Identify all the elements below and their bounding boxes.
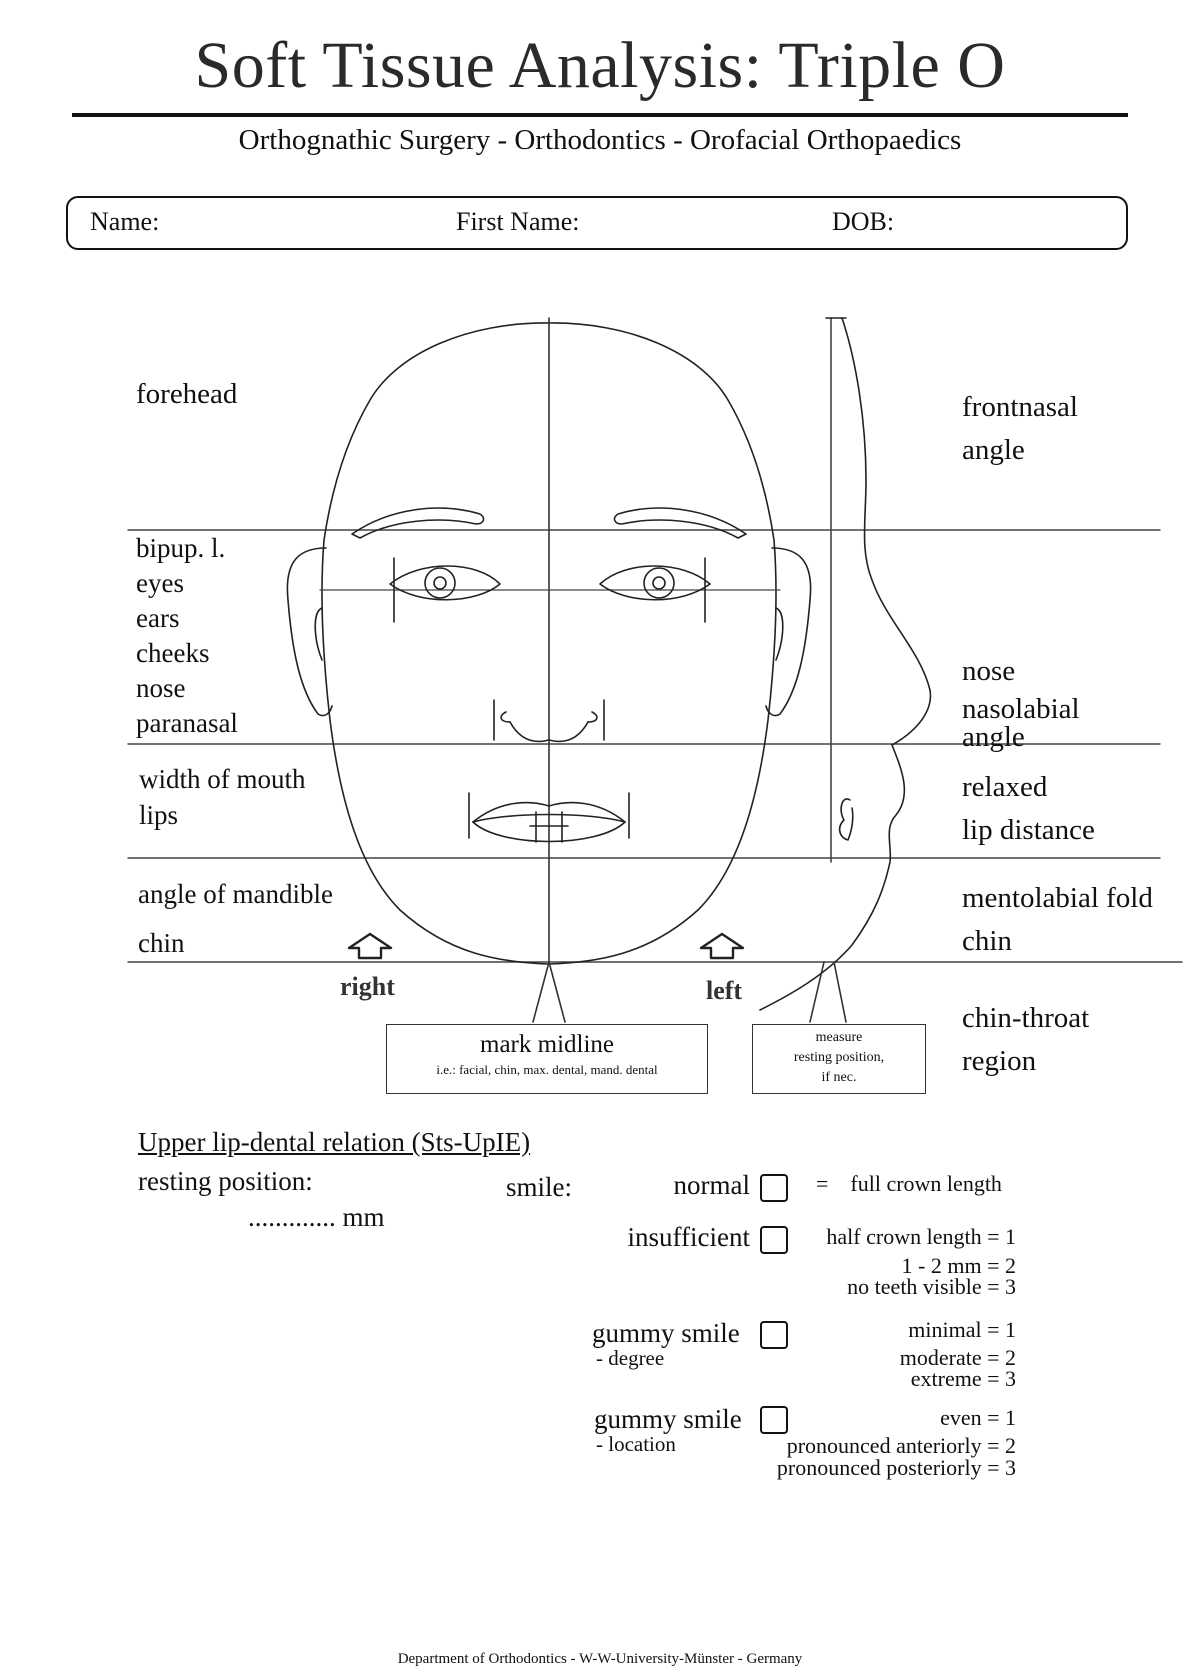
- page-title: Soft Tissue Analysis: Triple O: [194, 29, 1006, 102]
- measure-line-2: resting position,: [793, 1050, 885, 1065]
- gummy-location-score-1: even = 1: [940, 1405, 1016, 1430]
- measure-box: [752, 1024, 926, 1094]
- label-frontnasal-angle: angle: [962, 434, 1025, 466]
- measure-line-3: if nec.: [821, 1070, 857, 1085]
- page-subtitle: Orthognathic Surgery - Orthodontics - Orofacial Orthopaedics: [238, 124, 962, 156]
- dob-label[interactable]: DOB:: [832, 207, 895, 236]
- option-gummy-degree-sub: - degree: [596, 1346, 665, 1370]
- label-lips: lips: [139, 800, 179, 830]
- profile-outline: [760, 318, 930, 1010]
- label-ears: ears: [136, 603, 180, 633]
- label-chin-throat-region: region: [962, 1045, 1037, 1077]
- label-frontnasal: frontnasal: [962, 391, 1078, 423]
- label-relaxed: relaxed: [962, 771, 1048, 803]
- checkbox-gummy-degree[interactable]: [760, 1321, 788, 1349]
- normal-score: = full crown length: [816, 1171, 1002, 1196]
- label-nose: nose: [136, 673, 186, 703]
- gummy-degree-score-1: minimal = 1: [908, 1317, 1016, 1342]
- right-eyebrow: [352, 508, 483, 538]
- first-name-label[interactable]: First Name:: [456, 207, 580, 236]
- left-eye: [600, 566, 710, 600]
- label-mentolabial-fold: mentolabial fold: [962, 882, 1153, 914]
- resting-position-label: resting position:: [138, 1166, 313, 1196]
- name-label[interactable]: Name:: [90, 207, 160, 236]
- option-normal-label: normal: [673, 1170, 750, 1200]
- mark-midline-title: mark midline: [480, 1031, 614, 1058]
- gummy-location-score-2: pronounced anteriorly = 2: [786, 1433, 1016, 1458]
- resting-position-value[interactable]: ............. mm: [248, 1202, 385, 1232]
- mark-midline-note: i.e.: facial, chin, max. dental, mand. dental: [436, 1062, 658, 1077]
- label-chin: chin: [138, 928, 185, 958]
- label-bipup: bipup. l.: [136, 533, 226, 563]
- label-cheeks: cheeks: [136, 638, 210, 668]
- left-eyebrow: [615, 508, 746, 538]
- arrow-label-right: right: [340, 972, 395, 1001]
- option-insufficient-label: insufficient: [627, 1222, 750, 1252]
- mark-midline-box: [386, 1024, 708, 1094]
- measure-line-1: measure: [815, 1030, 863, 1045]
- left-ear: [766, 548, 811, 716]
- label-lip-distance: lip distance: [962, 814, 1095, 846]
- label-paranasal: paranasal: [136, 708, 238, 738]
- option-gummy-location-sub: - location: [596, 1432, 676, 1456]
- label-chin-throat: chin-throat: [962, 1002, 1090, 1034]
- right-ear: [287, 548, 332, 716]
- gummy-degree-score-2: moderate = 2: [899, 1345, 1016, 1370]
- option-gummy-degree-label: gummy smile: [592, 1318, 740, 1348]
- page-footer: Department of Orthodontics - W-W-University-Münster - Germany: [397, 1651, 803, 1667]
- label-profile-chin: chin: [962, 925, 1012, 957]
- label-nasolabial: nasolabial: [962, 693, 1080, 725]
- profile-ear: [840, 799, 853, 840]
- right-eye: [390, 566, 500, 600]
- insufficient-score-3: no teeth visible = 3: [847, 1274, 1016, 1299]
- smile-label: smile:: [506, 1172, 572, 1202]
- arrow-label-left: left: [706, 976, 743, 1005]
- label-eyes: eyes: [136, 568, 184, 598]
- gummy-degree-score-3: extreme = 3: [910, 1366, 1016, 1391]
- checkbox-normal[interactable]: [760, 1174, 788, 1202]
- label-angle-of-mandible: angle of mandible: [138, 879, 333, 909]
- label-profile-nose: nose: [962, 655, 1016, 687]
- lip-dental-heading: Upper lip-dental relation (Sts-UpIE): [138, 1127, 531, 1157]
- option-gummy-location-label: gummy smile: [594, 1404, 742, 1434]
- gummy-location-score-3: pronounced posteriorly = 3: [776, 1455, 1016, 1480]
- label-forehead: forehead: [136, 378, 238, 410]
- label-width-of-mouth: width of mouth: [139, 764, 306, 794]
- insufficient-score-1: half crown length = 1: [826, 1224, 1016, 1249]
- label-nasolabial-angle: angle: [962, 721, 1025, 753]
- insufficient-score-2: 1 - 2 mm = 2: [901, 1253, 1016, 1278]
- left-arrow: [701, 934, 743, 958]
- checkbox-gummy-location[interactable]: [760, 1406, 788, 1434]
- right-arrow: [349, 934, 391, 958]
- checkbox-insufficient[interactable]: [760, 1226, 788, 1254]
